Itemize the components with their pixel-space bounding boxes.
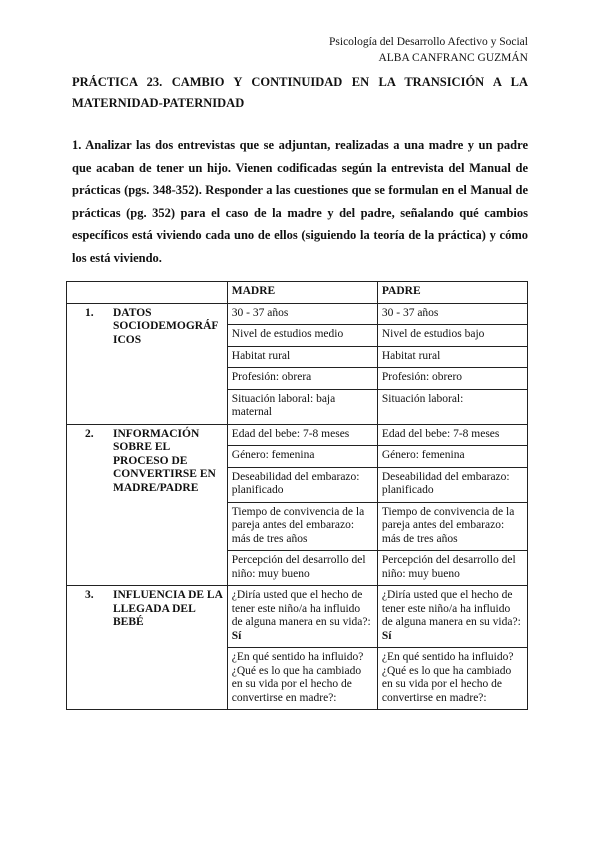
section-number: 2.: [85, 427, 94, 440]
header-empty: [67, 282, 228, 304]
padre-cell: Deseabilidad del embarazo: planificado: [377, 467, 527, 502]
section-label: INFLUENCIA DE LA LLEGADA DEL BEBÉ: [113, 589, 223, 628]
padre-cell: Situación laboral:: [377, 389, 527, 424]
author-name: ALBA CANFRANC GUZMÁN: [378, 52, 528, 64]
section-number: 1.: [85, 306, 94, 319]
answer-text: Sí: [231, 629, 242, 642]
section-informacion-proceso: [67, 424, 228, 586]
padre-cell: ¿En qué sentido ha influido? ¿Qué es lo que ha cambiado en su vida por el hecho de convertirse en madre?:: [377, 648, 527, 710]
course-name: Psicología del Desarrollo Afectivo y Social: [329, 36, 528, 48]
madre-cell: Tiempo de convivencia de la pareja antes del embarazo: más de tres años: [227, 502, 377, 551]
section-datos-sociodemograficos: [67, 303, 228, 424]
header-madre: MADRE: [227, 282, 377, 304]
question-text: ¿Diría usted que el hecho de tener este niño/a ha influido de alguna manera en su vida?:: [231, 589, 371, 628]
madre-cell: Nivel de estudios medio: [227, 325, 377, 347]
table-row: [67, 424, 528, 446]
answer-text: Sí: [381, 629, 392, 642]
document-title: PRÁCTICA 23. CAMBIO Y CONTINUIDAD EN LA TRANSICIÓN A LA MATERNIDAD-PATERNIDAD: [72, 75, 528, 110]
madre-cell: Profesión: obrera: [227, 368, 377, 390]
padre-cell: Habitat rural: [377, 346, 527, 368]
madre-cell: Habitat rural: [227, 346, 377, 368]
table-row: [67, 586, 528, 648]
section-influencia-bebe: [67, 586, 228, 710]
question-text: ¿Diría usted que el hecho de tener este niño/a ha influido de alguna manera en su vida?:: [381, 589, 521, 628]
madre-cell: 30 - 37 años: [227, 303, 377, 325]
padre-cell: Percepción del desarrollo del niño: muy bueno: [377, 551, 527, 586]
madre-cell: Percepción del desarrollo del niño: muy bueno: [227, 551, 377, 586]
interview-table: [66, 281, 528, 710]
table-row: [67, 303, 528, 325]
padre-cell: Profesión: obrero: [377, 368, 527, 390]
section-label: INFORMACIÓN SOBRE EL PROCESO DE CONVERTIRSE EN MADRE/PADRE: [113, 427, 216, 494]
padre-cell: Tiempo de convivencia de la pareja antes del embarazo: más de tres años: [377, 502, 527, 551]
table-header-row: [67, 282, 528, 304]
section-label: DATOS SOCIODEMOGRÁF ICOS: [113, 306, 218, 346]
padre-cell: Edad del bebe: 7-8 meses: [377, 424, 527, 446]
madre-cell: ¿En qué sentido ha influido? ¿Qué es lo que ha cambiado en su vida por el hecho de convertirse en madre?:: [227, 648, 377, 710]
madre-cell: Deseabilidad del embarazo: planificado: [227, 467, 377, 502]
padre-cell: Nivel de estudios bajo: [377, 325, 527, 347]
section-number: 3.: [85, 589, 94, 601]
task-instructions: 1. Analizar las dos entrevistas que se adjuntan, realizadas a una madre y un padre que acaban de tener un hijo. Vienen codificadas según la entrevista del Manual de prácticas (pgs. 348-352). Responder a las cuestiones que se formulan en el Manual de prácticas (pg. 352) para el caso de la madre y del padre, señalando qué cambios específicos está viviendo cada uno de ellos (siguiendo la teoría de la práctica) y cómo los está viviendo.: [72, 138, 528, 265]
header-padre: PADRE: [377, 282, 527, 304]
page-header: [329, 34, 528, 66]
madre-cell: Situación laboral: baja maternal: [227, 389, 377, 424]
padre-cell: Género: femenina: [377, 446, 527, 468]
padre-cell: [377, 586, 527, 648]
padre-cell: 30 - 37 años: [377, 303, 527, 325]
madre-cell: Edad del bebe: 7-8 meses: [227, 424, 377, 446]
madre-cell: Género: femenina: [227, 446, 377, 468]
madre-cell: [227, 586, 377, 648]
